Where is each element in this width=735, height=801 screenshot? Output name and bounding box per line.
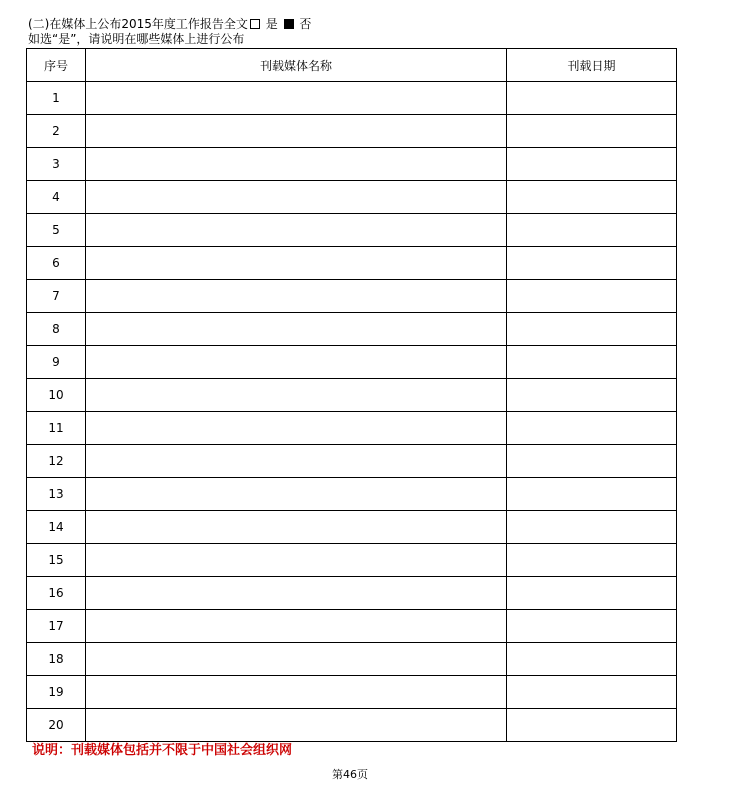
publish-date-cell[interactable] xyxy=(507,214,677,247)
table-row xyxy=(27,610,677,643)
table-row xyxy=(27,280,677,313)
serial-number-cell: 6 xyxy=(27,247,86,280)
publish-date-cell[interactable] xyxy=(507,181,677,214)
table-header-row xyxy=(27,49,677,82)
serial-number-cell: 20 xyxy=(27,709,86,742)
publish-date-cell[interactable] xyxy=(507,412,677,445)
table-row xyxy=(27,379,677,412)
serial-number-cell: 1 xyxy=(27,82,86,115)
publish-date-cell[interactable] xyxy=(507,643,677,676)
publish-date-cell[interactable] xyxy=(507,544,677,577)
media-name-cell[interactable] xyxy=(86,214,507,247)
media-name-cell[interactable] xyxy=(86,379,507,412)
media-name-cell[interactable] xyxy=(86,709,507,742)
serial-number-cell: 16 xyxy=(27,577,86,610)
publish-date-cell[interactable] xyxy=(507,709,677,742)
table-row xyxy=(27,445,677,478)
media-name-cell[interactable] xyxy=(86,412,507,445)
table-row xyxy=(27,478,677,511)
publish-date-cell[interactable] xyxy=(507,478,677,511)
publish-date-cell[interactable] xyxy=(507,82,677,115)
column-header-media-name: 刊载媒体名称 xyxy=(86,49,507,82)
serial-number-cell: 2 xyxy=(27,115,86,148)
media-name-cell[interactable] xyxy=(86,676,507,709)
serial-number-cell: 9 xyxy=(27,346,86,379)
media-name-cell[interactable] xyxy=(86,313,507,346)
publish-date-cell[interactable] xyxy=(507,676,677,709)
table-row xyxy=(27,247,677,280)
serial-number-cell: 12 xyxy=(27,445,86,478)
serial-number-cell: 19 xyxy=(27,676,86,709)
media-name-cell[interactable] xyxy=(86,478,507,511)
publish-date-cell[interactable] xyxy=(507,379,677,412)
media-name-cell[interactable] xyxy=(86,544,507,577)
publish-date-cell[interactable] xyxy=(507,115,677,148)
table-row xyxy=(27,412,677,445)
table-row xyxy=(27,544,677,577)
serial-number-cell: 18 xyxy=(27,643,86,676)
no-option-label: 否 xyxy=(299,17,312,31)
table-row xyxy=(27,181,677,214)
table-row xyxy=(27,511,677,544)
publish-date-cell[interactable] xyxy=(507,346,677,379)
media-name-cell[interactable] xyxy=(86,82,507,115)
serial-number-cell: 11 xyxy=(27,412,86,445)
table-row xyxy=(27,115,677,148)
serial-number-cell: 14 xyxy=(27,511,86,544)
publish-date-cell[interactable] xyxy=(507,247,677,280)
serial-number-cell: 4 xyxy=(27,181,86,214)
media-name-cell[interactable] xyxy=(86,115,507,148)
media-name-cell[interactable] xyxy=(86,181,507,214)
table-row xyxy=(27,643,677,676)
table-row xyxy=(27,313,677,346)
serial-number-cell: 3 xyxy=(27,148,86,181)
media-name-cell[interactable] xyxy=(86,247,507,280)
publish-date-cell[interactable] xyxy=(507,577,677,610)
publish-date-cell[interactable] xyxy=(507,511,677,544)
note-text: 说明：刊载媒体包括并不限于中国社会组织网 xyxy=(32,743,293,758)
serial-number-cell: 15 xyxy=(27,544,86,577)
table-row xyxy=(27,214,677,247)
publish-date-cell[interactable] xyxy=(507,610,677,643)
serial-number-cell: 10 xyxy=(27,379,86,412)
publish-question-text: (二)在媒体上公布2015年度工作报告全文 xyxy=(28,17,248,31)
media-table xyxy=(26,48,677,742)
column-header-publish-date: 刊载日期 xyxy=(507,49,677,82)
table-row xyxy=(27,709,677,742)
serial-number-cell: 8 xyxy=(27,313,86,346)
table-row xyxy=(27,676,677,709)
media-name-cell[interactable] xyxy=(86,511,507,544)
column-header-serial: 序号 xyxy=(27,49,86,82)
yes-option-label: 是 xyxy=(265,17,278,31)
serial-number-cell: 13 xyxy=(27,478,86,511)
table-row xyxy=(27,82,677,115)
media-name-cell[interactable] xyxy=(86,643,507,676)
serial-number-cell: 7 xyxy=(27,280,86,313)
media-name-cell[interactable] xyxy=(86,577,507,610)
publish-date-cell[interactable] xyxy=(507,445,677,478)
media-name-cell[interactable] xyxy=(86,445,507,478)
publish-question-line xyxy=(28,17,311,31)
media-name-cell[interactable] xyxy=(86,148,507,181)
instruction-line: 如选“是”，请说明在哪些媒体上进行公布 xyxy=(28,32,245,46)
page-number: 第46页 xyxy=(332,768,368,781)
publish-date-cell[interactable] xyxy=(507,313,677,346)
media-name-cell[interactable] xyxy=(86,280,507,313)
serial-number-cell: 17 xyxy=(27,610,86,643)
publish-date-cell[interactable] xyxy=(507,280,677,313)
yes-checkbox[interactable] xyxy=(250,19,260,29)
media-name-cell[interactable] xyxy=(86,610,507,643)
table-row xyxy=(27,346,677,379)
table-row xyxy=(27,148,677,181)
publish-date-cell[interactable] xyxy=(507,148,677,181)
serial-number-cell: 5 xyxy=(27,214,86,247)
table-row xyxy=(27,577,677,610)
media-name-cell[interactable] xyxy=(86,346,507,379)
no-checkbox[interactable] xyxy=(284,19,294,29)
